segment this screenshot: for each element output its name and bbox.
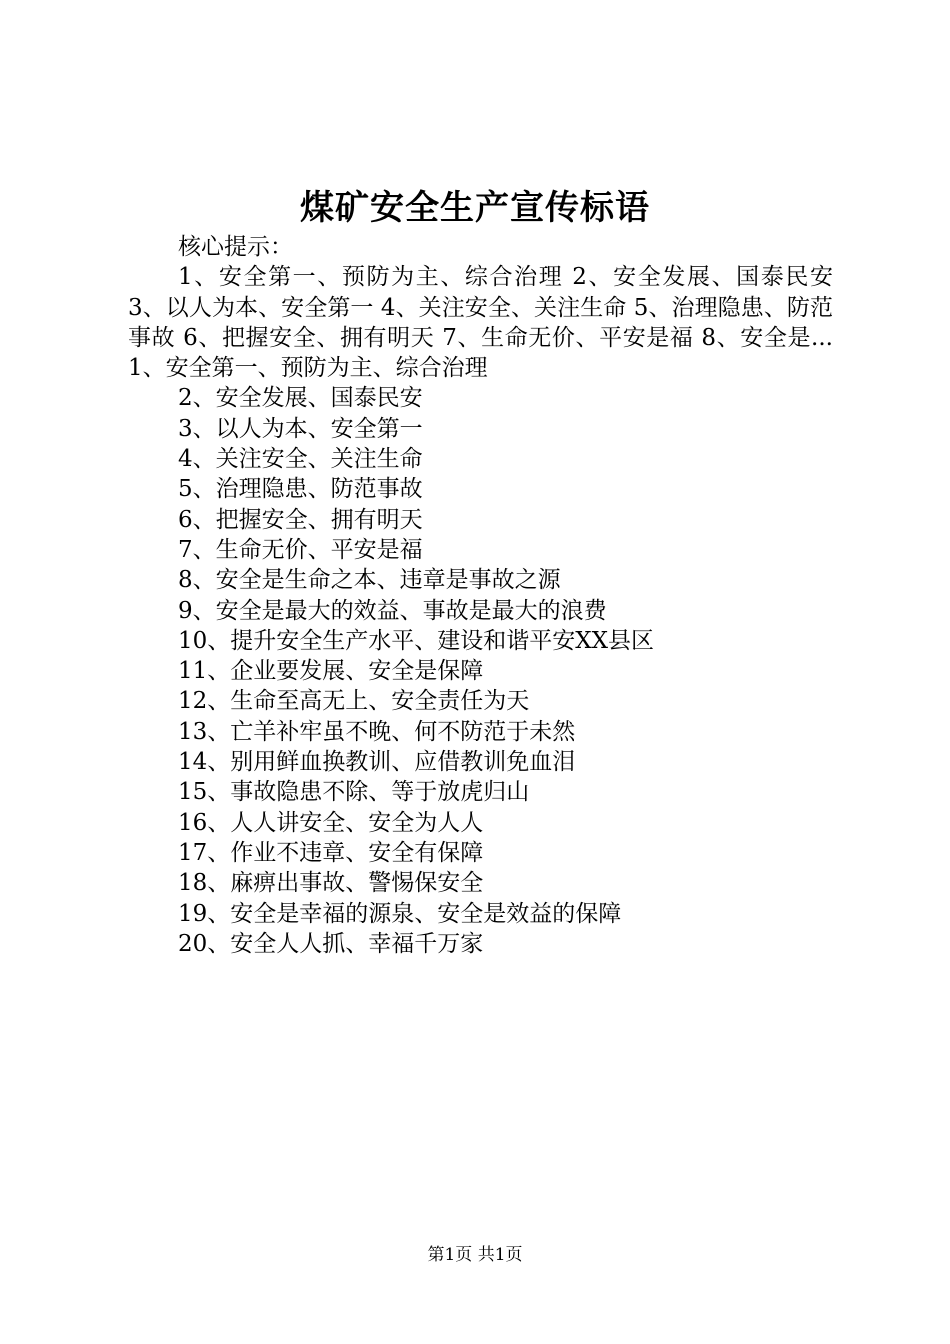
list-item: 10、提升安全生产水平、建设和谐平安XX县区 xyxy=(178,627,655,654)
list-item: 13、亡羊补牢虽不晚、何不防范于未然 xyxy=(178,718,576,745)
list-item: 16、人人讲安全、安全为人人 xyxy=(178,809,484,836)
list-item: 7、生命无价、平安是福 xyxy=(178,536,423,563)
list-item: 8、安全是生命之本、违章是事故之源 xyxy=(178,567,561,594)
document-body xyxy=(128,232,833,959)
intro-label: 核心提示： xyxy=(178,234,293,260)
list-item: 20、安全人人抓、幸福千万家 xyxy=(178,930,484,957)
list-item: 9、安全是最大的效益、事故是最大的浪费 xyxy=(178,597,607,624)
summary-paragraph: 1、安全第一、预防为主、综合治理 2、安全发展、国泰民安 3、以人为本、安全第一 4、关注安全、关注生命 5、治理隐患、防范事故 6、把握安全、拥有明天 7、生命无价、平安是福 8、安全是...1、安全第一、预防为主、综合治理 xyxy=(128,264,833,382)
list-item: 14、别用鲜血换教训、应借教训免血泪 xyxy=(178,749,576,776)
slogan-list xyxy=(128,383,833,959)
list-item: 3、以人为本、安全第一 xyxy=(178,415,423,442)
list-item: 12、生命至高无上、安全责任为天 xyxy=(178,688,530,715)
list-item: 6、把握安全、拥有明天 xyxy=(178,506,423,533)
list-item: 19、安全是幸福的源泉、安全是效益的保障 xyxy=(178,900,622,927)
list-item: 5、治理隐患、防范事故 xyxy=(178,476,423,503)
list-item: 15、事故隐患不除、等于放虎归山 xyxy=(178,779,530,806)
list-item: 11、企业要发展、安全是保障 xyxy=(178,658,484,685)
document-title: 煤矿安全生产宣传标语 xyxy=(300,188,650,228)
list-item: 2、安全发展、国泰民安 xyxy=(178,385,423,412)
page-footer: 第1页 共1页 xyxy=(427,1245,523,1265)
list-item: 17、作业不违章、安全有保障 xyxy=(178,839,484,866)
list-item: 18、麻痹出事故、警惕保安全 xyxy=(178,870,484,897)
list-item: 4、关注安全、关注生命 xyxy=(178,446,423,473)
